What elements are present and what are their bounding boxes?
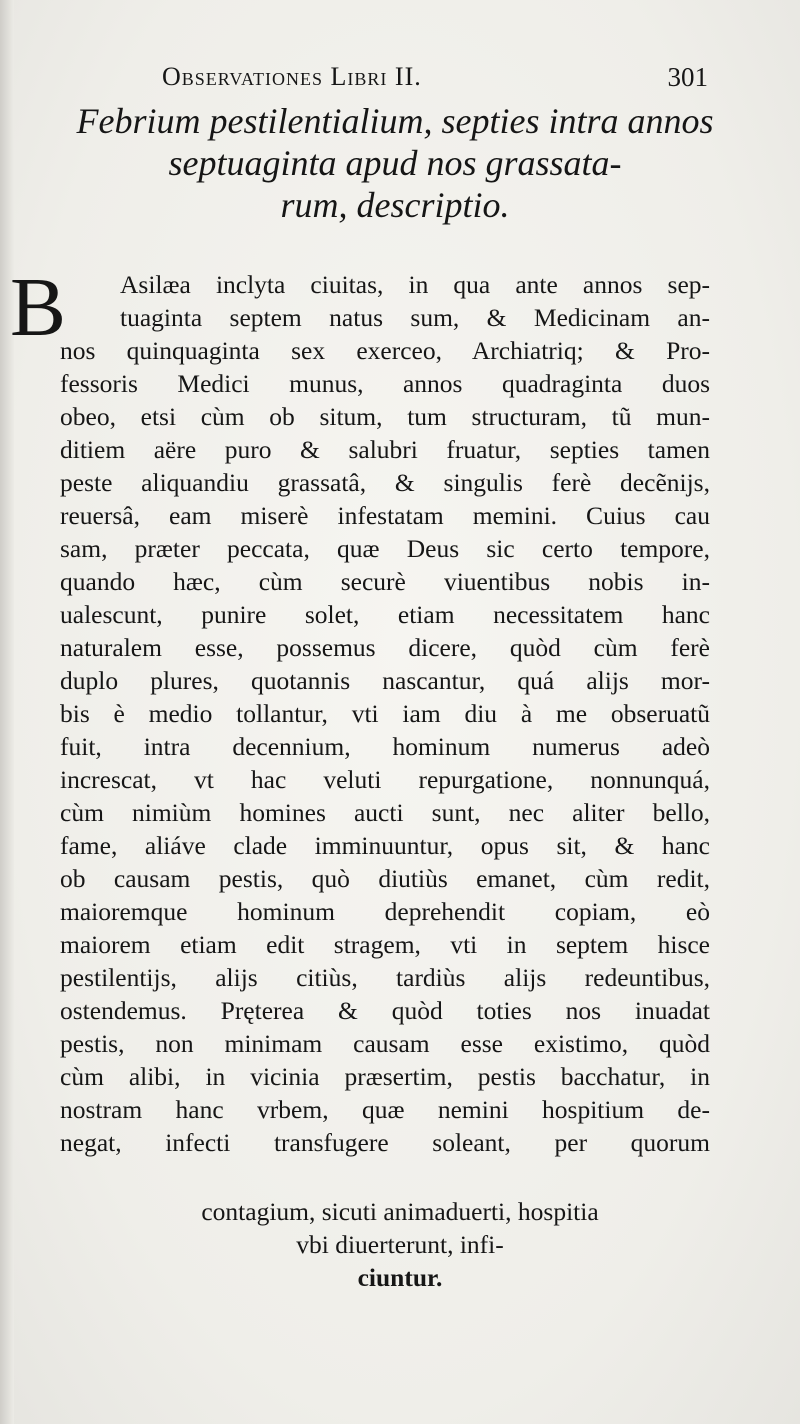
text-line: negat, infecti transfugere soleant, per quorum bbox=[60, 1128, 710, 1157]
text-line: Asilæa inclyta ciuitas, in qua ante annos sep- bbox=[120, 270, 710, 299]
text-line: increscat, vt hac veluti repurgatione, nonnunquá, bbox=[60, 765, 710, 794]
closing-line: vbi diuerterunt, infi- bbox=[296, 1230, 504, 1259]
text-line: maioremque hominum deprehendit copiam, eò bbox=[60, 897, 710, 926]
page-header bbox=[150, 62, 720, 94]
title-line: Febrium pestilentialium, septies intra annos bbox=[76, 101, 714, 141]
text-line: fessoris Medici munus, annos quadraginta duos bbox=[60, 369, 710, 398]
text-line: ob causam pestis, quò diutiùs emanet, cùm redit, bbox=[60, 864, 710, 893]
chapter-title bbox=[55, 100, 735, 226]
closing-line: contagium, sicuti animaduerti, hospitia bbox=[201, 1197, 599, 1226]
text-line: nostram hanc vrbem, quæ nemini hospitium de- bbox=[60, 1095, 710, 1124]
drop-cap: B bbox=[10, 261, 67, 354]
text-line: duplo plures, quotannis nascantur, quá alijs mor- bbox=[60, 666, 710, 695]
closing-lines bbox=[100, 1195, 700, 1294]
text-line: reuersâ, eam miserè infestatam memini. Cuius cau bbox=[60, 501, 710, 530]
title-line: rum, descriptio. bbox=[280, 185, 510, 225]
text-line: tuaginta septem natus sum, & Medicinam an- bbox=[120, 303, 710, 332]
text-line: bis è medio tollantur, vti iam diu à me obseruatũ bbox=[60, 699, 710, 728]
text-line: ualescunt, punire solet, etiam necessitatem hanc bbox=[60, 600, 710, 629]
text-line: quando hæc, cùm securè viuentibus nobis in- bbox=[60, 567, 710, 596]
text-line: obeo, etsi cùm ob situm, tum structuram, tũ mun- bbox=[60, 402, 710, 431]
text-line: ostendemus. Pręterea & quòd toties nos inuadat bbox=[60, 996, 710, 1025]
text-line: fame, aliáve clade imminuuntur, opus sit, & hanc bbox=[60, 831, 710, 860]
text-line: cùm alibi, in vicinia præsertim, pestis bacchatur, in bbox=[60, 1062, 710, 1091]
body-text bbox=[60, 268, 710, 1159]
text-line: peste aliquandiu grassatâ, & singulis ferè decẽnijs, bbox=[60, 468, 710, 497]
text-line: pestilentijs, alijs citiùs, tardiùs alijs redeuntibus, bbox=[60, 963, 710, 992]
title-line: septuaginta apud nos grassata- bbox=[168, 143, 622, 183]
text-line: sam, præter peccata, quæ Deus sic certo tempore, bbox=[60, 534, 710, 563]
text-line: fuit, intra decennium, hominum numerus adeò bbox=[60, 732, 710, 761]
text-line: maiorem etiam edit stragem, vti in septem hisce bbox=[60, 930, 710, 959]
running-head: Observationes Libri II. bbox=[162, 62, 422, 91]
page-number: 301 bbox=[667, 62, 708, 92]
text-line: cùm nimiùm homines aucti sunt, nec aliter bello, bbox=[60, 798, 710, 827]
text-line: ditiem aëre puro & salubri fruatur, septies tamen bbox=[60, 435, 710, 464]
text-line: pestis, non minimam causam esse existimo, quòd bbox=[60, 1029, 710, 1058]
text-line: nos quinquaginta sex exerceo, Archiatriq; & Pro- bbox=[60, 336, 710, 365]
text-line: naturalem esse, possemus dicere, quòd cùm ferè bbox=[60, 633, 710, 662]
closing-line: ciuntur. bbox=[357, 1263, 443, 1292]
page-gutter-shadow bbox=[0, 0, 14, 1424]
